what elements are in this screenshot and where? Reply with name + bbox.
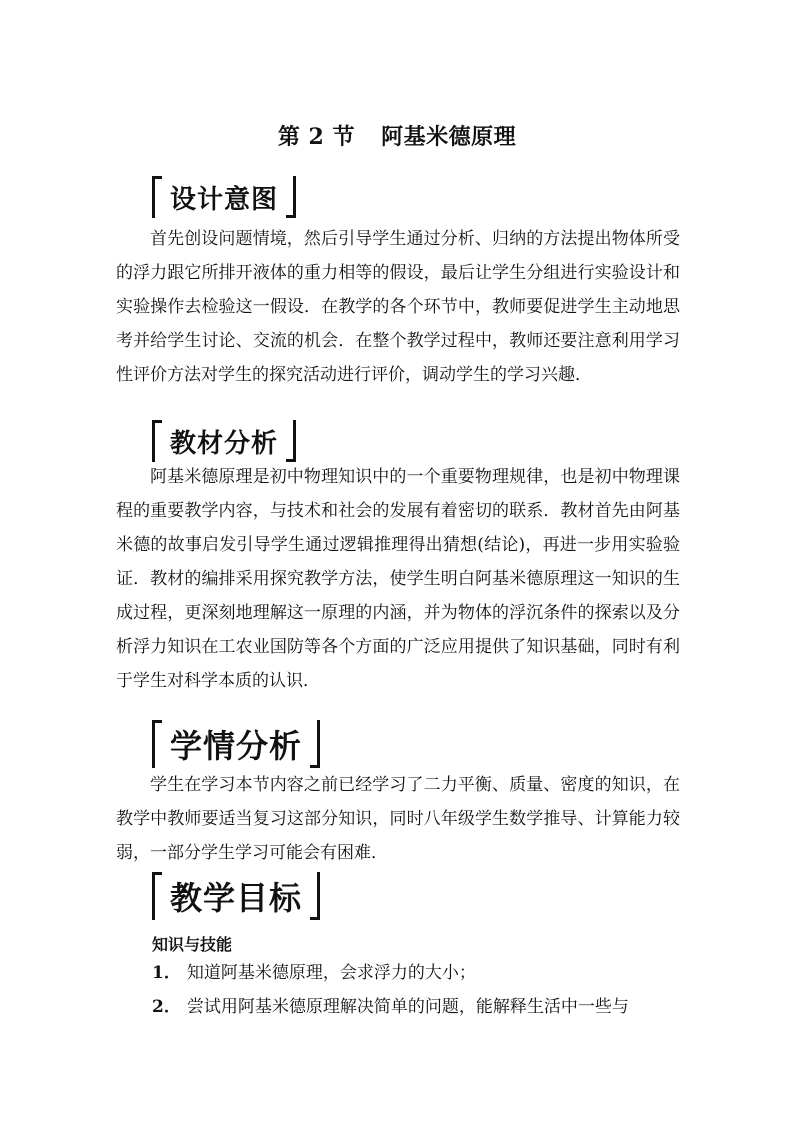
- heading-teaching-goals: [152, 872, 320, 920]
- section-number: 第 2 节: [277, 124, 355, 150]
- bracket-right: [310, 872, 320, 920]
- heading-label: 设计意图: [170, 184, 279, 215]
- bracket-right: [310, 720, 320, 768]
- heading-label: 教材分析: [170, 428, 279, 459]
- section-name: 阿基米德原理: [381, 124, 517, 150]
- paragraph-design-intent: 首先创设问题情境，然后引导学生通过分析、归纳的方法提出物体所受的浮力跟它所排开液体的重力相等的假设，最后让学生分组进行实验设计和实验操作去检验这一假设．在教学的各个环节中，教师要促进学生主动地思考并给学生讨论、交流的机会．在整个教学过程中，教师还要注意利用学习性评价方法对学生的探究活动进行评价，调动学生的学习兴趣．: [116, 229, 680, 385]
- item-index: 1．: [152, 963, 181, 983]
- item-text: 尝试用阿基米德原理解决简单的问题，能解释生活中一些与: [186, 997, 629, 1017]
- bracket-left: [152, 872, 162, 920]
- item-text: 知道阿基米德原理，会求浮力的大小；: [186, 963, 476, 983]
- paragraph-student-analysis: 学生在学习本节内容之前已经学习了二力平衡、质量、密度的知识，在教学中教师要适当复习这部分知识，同时八年级学生数学推导、计算能力较弱，一部分学生学习可能会有困难．: [116, 775, 680, 863]
- subheading-knowledge-skills: 知识与技能: [152, 935, 233, 954]
- bracket-right: [286, 176, 296, 218]
- bracket-right: [286, 420, 296, 462]
- page-title: [0, 120, 794, 151]
- bracket-left: [152, 720, 162, 768]
- heading-label: 教学目标: [170, 879, 303, 917]
- bracket-left: [152, 420, 162, 462]
- heading-material-analysis: [152, 420, 296, 462]
- heading-student-analysis: [152, 720, 320, 768]
- list-item: [152, 990, 682, 1024]
- item-index: 2．: [152, 997, 181, 1017]
- bracket-left: [152, 176, 162, 218]
- list-item: [152, 956, 682, 990]
- heading-design-intent: [152, 176, 296, 218]
- paragraph-material-analysis: 阿基米德原理是初中物理知识中的一个重要物理规律，也是初中物理课程的重要教学内容，与技术和社会的发展有着密切的联系．教材首先由阿基米德的故事启发引导学生通过逻辑推理得出猜想(结论)，再进一步用实验验证．教材的编排采用探究教学方法，使学生明白阿基米德原理这一知识的生成过程，更深刻地理解这一原理的内涵，并为物体的浮沉条件的探索以及分析浮力知识在工农业国防等各个方面的广泛应用提供了知识基础，同时有利于学生对科学本质的认识．: [116, 467, 680, 691]
- heading-label: 学情分析: [170, 727, 303, 765]
